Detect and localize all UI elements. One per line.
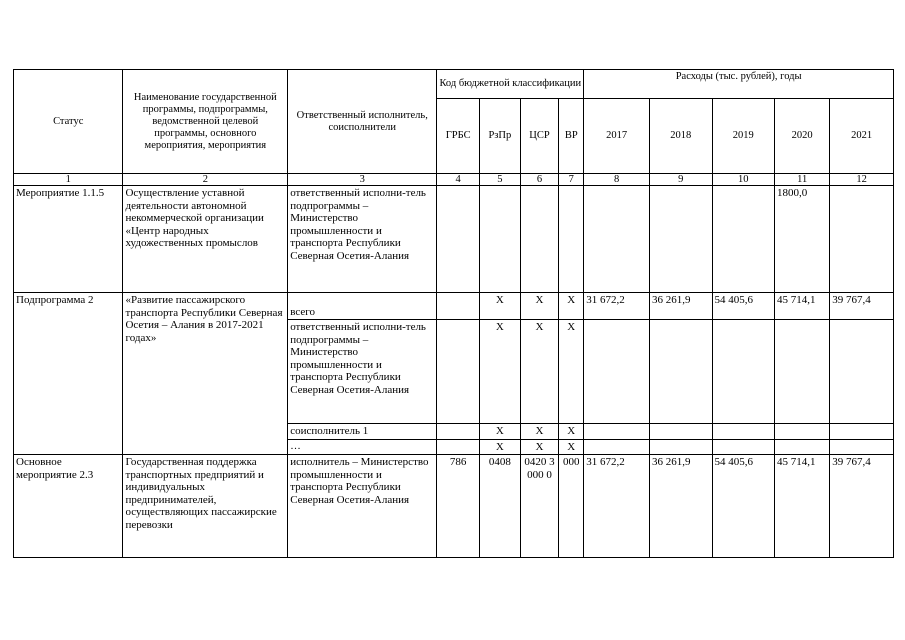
rzpr-cell: 0408 [480,455,521,558]
value-2019: 54 405,6 [712,293,775,320]
col-number: 5 [480,174,521,186]
value-2018: 36 261,9 [649,455,712,558]
table-row [14,455,894,558]
csr-cell: Х [520,320,559,424]
header-status: Статус [14,70,123,174]
header-year-2018: 2018 [649,99,712,174]
col-number: 8 [584,174,650,186]
executor-cell: исполнитель – Министерство промышленности и транспорта Республики Северная Осетия-Алания [288,455,437,558]
value-2017: 31 672,2 [584,293,650,320]
header-expenses: Расходы (тыс. рублей), годы [584,70,894,99]
name-cell: Государственная поддержка транспортных предприятий и индивидуальных предпринимателей, осуществляющих пассажирские перевозки [123,455,288,558]
rzpr-cell: Х [480,424,521,440]
csr-cell: 0420 3000 0 [520,455,559,558]
vr-cell: Х [559,293,584,320]
value-2020: 1800,0 [775,186,830,293]
executor-cell: … [288,439,437,455]
value-2020: 45 714,1 [775,293,830,320]
header-budget-code: Код бюджетной классификации [437,70,584,99]
header-rzpr: РзПр [480,99,521,174]
col-number: 3 [288,174,437,186]
header-vr: ВР [559,99,584,174]
csr-cell: Х [520,293,559,320]
col-number: 6 [520,174,559,186]
status-cell: Основное мероприятие 2.3 [14,455,123,558]
status-cell: Подпрограмма 2 [14,293,123,455]
value-2021: 39 767,4 [830,455,894,558]
col-number: 2 [123,174,288,186]
vr-cell: Х [559,439,584,455]
col-number: 10 [712,174,775,186]
header-year-2020: 2020 [775,99,830,174]
header-name: Наименование государственной программы, подпрограммы, ведомственной целевой программы, основного мероприятия, мероприятия [123,70,288,174]
col-number: 11 [775,174,830,186]
executor-cell: ответственный исполни-тель подпрограммы – Министерство промышленности и транспорта Республики Северная Осетия-Алания [288,320,437,424]
header-year-2021: 2021 [830,99,894,174]
header-year-2017: 2017 [584,99,650,174]
value-2021: 39 767,4 [830,293,894,320]
col-number: 9 [649,174,712,186]
rzpr-cell: Х [480,320,521,424]
executor-cell: соисполнитель 1 [288,424,437,440]
col-number: 7 [559,174,584,186]
budget-table [13,69,894,558]
csr-cell: Х [520,424,559,440]
table-row [14,293,894,320]
value-2020: 45 714,1 [775,455,830,558]
table-row [14,186,894,293]
col-number: 12 [830,174,894,186]
vr-cell: Х [559,320,584,424]
vr-cell: 000 [559,455,584,558]
col-number: 4 [437,174,480,186]
rzpr-cell: Х [480,439,521,455]
column-number-row [14,174,894,186]
executor-cell: всего [288,293,437,320]
header-executor: Ответственный исполнитель, соисполнители [288,70,437,174]
value-2017: 31 672,2 [584,455,650,558]
status-cell: Мероприятие 1.1.5 [14,186,123,293]
value-2019: 54 405,6 [712,455,775,558]
name-cell: Осуществление уставной деятельности автономной некоммерческой организации «Центр народных художественных промыслов [123,186,288,293]
executor-cell: ответственный исполни-тель подпрограммы – Министерство промышленности и транспорта Республики Северная Осетия-Алания [288,186,437,293]
col-number: 1 [14,174,123,186]
header-year-2019: 2019 [712,99,775,174]
vr-cell: Х [559,424,584,440]
name-cell: «Развитие пассажирского транспорта Республики Северная Осетия – Алания в 2017-2021 годах» [123,293,288,455]
rzpr-cell: Х [480,293,521,320]
header-grbs: ГРБС [437,99,480,174]
value-2018: 36 261,9 [649,293,712,320]
header-csr: ЦСР [520,99,559,174]
csr-cell: Х [520,439,559,455]
grbs-cell: 786 [437,455,480,558]
